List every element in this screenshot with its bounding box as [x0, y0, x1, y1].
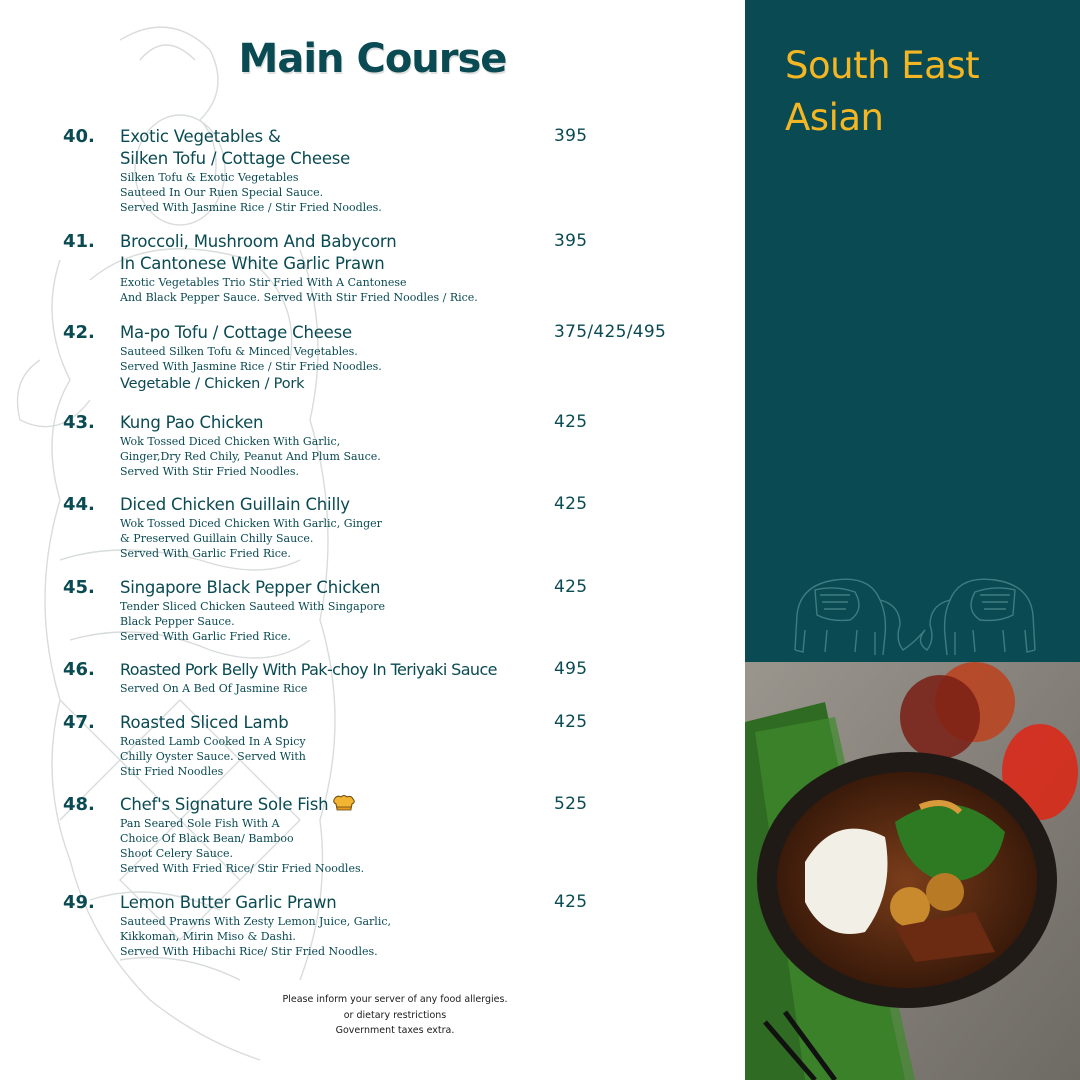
- item-description: Roasted Lamb Cooked In A Spicy: [120, 735, 306, 748]
- noodle-bowl-image: [745, 662, 1080, 1080]
- item-name-text: Chef's Signature Sole Fish: [120, 795, 329, 814]
- item-options: Vegetable / Chicken / Pork: [120, 376, 305, 392]
- section-title: [785, 40, 979, 144]
- item-price: 425: [554, 712, 588, 732]
- item-name: Silken Tofu / Cottage Cheese: [120, 149, 351, 168]
- item-number: 47.: [63, 712, 95, 733]
- item-number: 48.: [63, 794, 95, 815]
- item-description: Stir Fried Noodles: [120, 765, 224, 778]
- item-description: Choice Of Black Bean/ Bamboo: [120, 832, 294, 845]
- item-price: 425: [554, 494, 588, 514]
- allergy-note: [240, 992, 550, 1039]
- item-name: Diced Chicken Guillain Chilly: [120, 495, 350, 514]
- item-name: Ma-po Tofu / Cottage Cheese: [120, 323, 352, 342]
- item-description: Served With Hibachi Rice/ Stir Fried Noodles.: [120, 945, 378, 958]
- item-name: Broccoli, Mushroom And Babycorn: [120, 232, 397, 251]
- item-number: 45.: [63, 577, 95, 598]
- item-description: Black Pepper Sauce.: [120, 615, 235, 628]
- page-title: Main Course: [238, 36, 507, 82]
- item-description: Sauteed Prawns With Zesty Lemon Juice, Garlic,: [120, 915, 391, 928]
- item-description: Shoot Celery Sauce.: [120, 847, 234, 860]
- section-title-line: Asian: [785, 96, 884, 139]
- item-description: Sauteed Silken Tofu & Minced Vegetables.: [120, 345, 358, 358]
- item-number: 44.: [63, 494, 95, 515]
- item-description: Wok Tossed Diced Chicken With Garlic, Ginger: [120, 517, 382, 530]
- item-description: Wok Tossed Diced Chicken With Garlic,: [120, 435, 341, 448]
- item-number: 46.: [63, 659, 95, 680]
- item-number: 40.: [63, 126, 95, 147]
- item-description: Served With Stir Fried Noodles.: [120, 465, 299, 478]
- section-banner: [745, 0, 1080, 662]
- item-price: 395: [554, 126, 588, 146]
- item-price: 375/425/495: [554, 322, 667, 342]
- item-description: Served With Fried Rice/ Stir Fried Noodles.: [120, 862, 365, 875]
- item-description: And Black Pepper Sauce. Served With Stir Fried Noodles / Rice.: [120, 291, 478, 304]
- footer-line: Please inform your server of any food allergies.: [282, 994, 508, 1005]
- item-name: Exotic Vegetables &: [120, 127, 281, 146]
- item-name: [120, 794, 552, 816]
- item-name: In Cantonese White Garlic Prawn: [120, 254, 385, 273]
- noodle-bowl-photo: [745, 662, 1080, 1080]
- item-name: Roasted Pork Belly With Pak-choy In Teriyaki Sauce: [120, 660, 497, 679]
- section-title-line: South East: [785, 44, 980, 87]
- item-description: Silken Tofu & Exotic Vegetables: [120, 171, 299, 184]
- item-description: & Preserved Guillain Chilly Sauce.: [120, 532, 314, 545]
- item-description: Sauteed In Our Ruen Special Sauce.: [120, 186, 324, 199]
- item-description: Tender Sliced Chicken Sauteed With Singapore: [120, 600, 386, 613]
- item-name: Lemon Butter Garlic Prawn: [120, 893, 337, 912]
- item-name: Kung Pao Chicken: [120, 413, 264, 432]
- item-description: Kikkoman, Mirin Miso & Dashi.: [120, 930, 296, 943]
- item-number: 41.: [63, 231, 95, 252]
- item-price: 495: [554, 659, 588, 679]
- item-description: Served With Garlic Fried Rice.: [120, 630, 291, 643]
- elephants-illustration: [775, 560, 1055, 662]
- item-number: 43.: [63, 412, 95, 433]
- item-price: 425: [554, 412, 588, 432]
- item-price: 425: [554, 577, 588, 597]
- item-price: 525: [554, 794, 588, 814]
- item-description: Served With Garlic Fried Rice.: [120, 547, 291, 560]
- item-description: Exotic Vegetables Trio Stir Fried With A Cantonese: [120, 276, 407, 289]
- item-description: Chilly Oyster Sauce. Served With: [120, 750, 306, 763]
- item-price: 395: [554, 231, 588, 251]
- item-number: 42.: [63, 322, 95, 343]
- item-name: Singapore Black Pepper Chicken: [120, 578, 381, 597]
- item-name: Roasted Sliced Lamb: [120, 713, 289, 732]
- chef-hat-icon: [332, 794, 356, 812]
- footer-line: Government taxes extra.: [335, 1025, 455, 1036]
- item-description: Served On A Bed Of Jasmine Rice: [120, 682, 308, 695]
- item-description: Served With Jasmine Rice / Stir Fried Noodles.: [120, 201, 382, 214]
- item-number: 49.: [63, 892, 95, 913]
- item-description: Pan Seared Sole Fish With A: [120, 817, 280, 830]
- item-price: 425: [554, 892, 588, 912]
- item-description: Ginger,Dry Red Chily, Peanut And Plum Sauce.: [120, 450, 381, 463]
- footer-line: or dietary restrictions: [343, 1009, 447, 1021]
- item-description: Served With Jasmine Rice / Stir Fried Noodles.: [120, 360, 382, 373]
